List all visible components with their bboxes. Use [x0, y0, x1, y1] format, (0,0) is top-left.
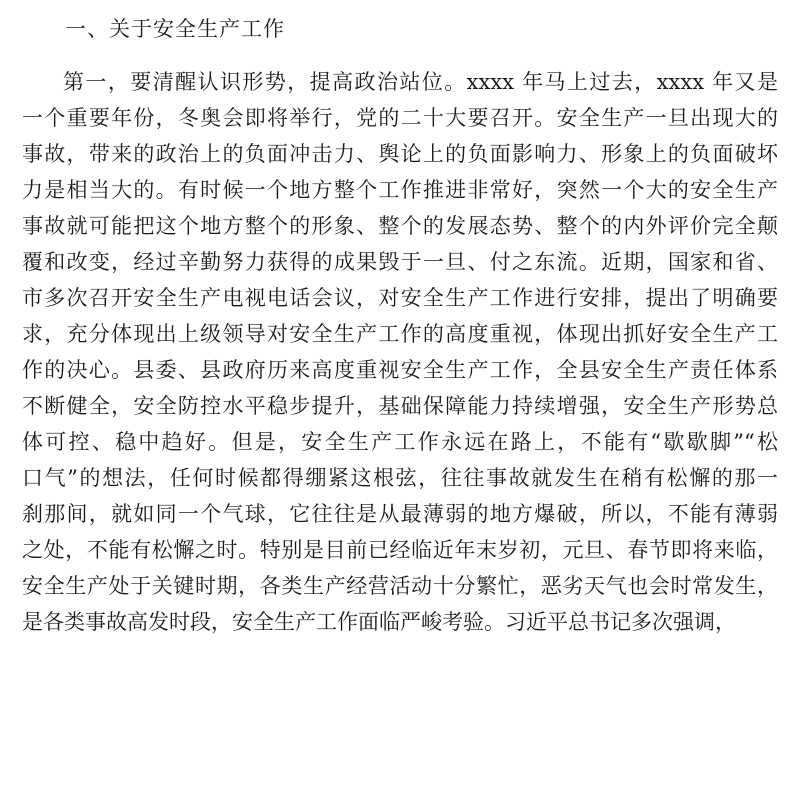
paragraph-line: 市多次召开安全生产电视电话会议，对安全生产工作进行安排，提出了明确要	[22, 286, 778, 310]
paragraph-line: 覆和改变，经过辛勤努力获得的成果毁于一旦、付之东流。近期，国家和省、	[22, 250, 778, 274]
paragraph-line: 安全生产处于关键时期，各类生产经营活动十分繁忙，恶劣天气也会时常发生，	[22, 574, 778, 598]
paragraph-line: 口气”的想法，任何时候都得绷紧这根弦，往往事故就发生在稍有松懈的那一	[22, 466, 778, 490]
paragraph-line: 一个重要年份，冬奥会即将举行，党的二十大要召开。安全生产一旦出现大的	[22, 106, 778, 130]
paragraph-line: 不断健全，安全防控水平稳步提升，基础保障能力持续增强，安全生产形势总	[22, 394, 778, 418]
paragraph-line: 之处，不能有松懈之时。特别是目前已经临近年末岁初，元旦、春节即将来临，	[22, 538, 778, 562]
paragraph-line: 事故，带来的政治上的负面冲击力、舆论上的负面影响力、形象上的负面破坏	[22, 142, 778, 166]
paragraph-line: 作的决心。县委、县政府历来高度重视安全生产工作，全县安全生产责任体系	[22, 358, 778, 382]
paragraph-line: 是各类事故高发时段，安全生产工作面临严峻考验。习近平总书记多次强调，	[22, 610, 736, 634]
section-heading: 一、关于安全生产工作	[65, 17, 285, 41]
paragraph-line: 力是相当大的。有时候一个地方整个工作推进非常好，突然一个大的安全生产	[22, 178, 778, 202]
paragraph-line: 刹那间，就如同一个气球，它往往是从最薄弱的地方爆破，所以，不能有薄弱	[22, 502, 778, 526]
paragraph-line: 事故就可能把这个地方整个的形象、整个的发展态势、整个的内外评价完全颠	[22, 214, 778, 238]
paragraph-line: 求，充分体现出上级领导对安全生产工作的高度重视，体现出抓好安全生产工	[22, 322, 778, 346]
paragraph-line: 体可控、稳中趋好。但是，安全生产工作永远在路上，不能有“歇歇脚”“松	[22, 430, 778, 454]
paragraph-line: 第一，要清醒认识形势，提高政治站位。xxxx 年马上过去，xxxx 年又是	[63, 70, 778, 94]
